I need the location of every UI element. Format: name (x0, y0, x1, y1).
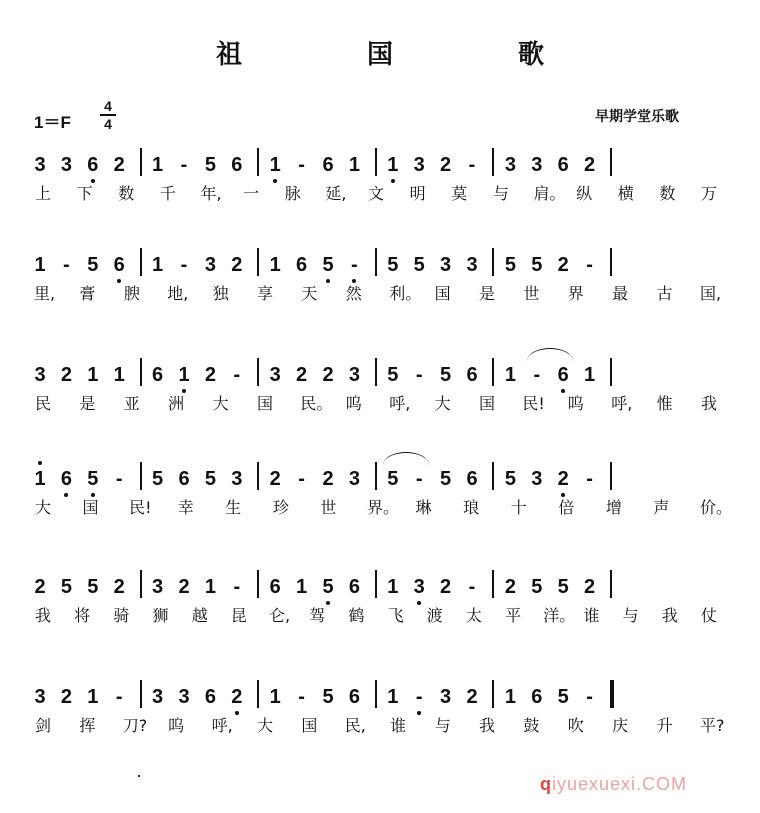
note: 5 (387, 254, 399, 276)
note: 6 (58, 466, 74, 492)
lyric: 刀? (122, 716, 148, 735)
lyric: 膏 (79, 284, 96, 303)
dash-note: - (115, 468, 123, 490)
note: 5 (322, 686, 334, 708)
dash-note: - (468, 154, 476, 176)
lyric: 洲 (168, 394, 185, 413)
barline (610, 148, 612, 176)
note: 2 (204, 364, 216, 386)
note: 1 (296, 576, 308, 598)
barline (492, 680, 494, 708)
lyric: 数 (659, 184, 676, 203)
note: 3 (34, 686, 46, 708)
dash-note: - (533, 364, 541, 386)
note: 2 (322, 468, 334, 490)
lyric: 幸 (177, 498, 194, 517)
note: 6 (466, 364, 478, 386)
note: 5 (60, 576, 72, 598)
barline (140, 680, 142, 708)
lyric: 声 (653, 498, 670, 517)
lyric: 界。 (367, 498, 400, 517)
note: 3 (531, 468, 543, 490)
note: 1 (584, 364, 596, 386)
note: 3 (411, 574, 427, 600)
lyric: 纵 (576, 184, 593, 203)
note: 3 (348, 364, 360, 386)
lyric: 惟 (656, 394, 673, 413)
note: 5 (85, 466, 101, 492)
note: 2 (231, 254, 243, 276)
lyric: 国, (700, 284, 722, 303)
dash-note: - (586, 254, 593, 276)
lyric: 飞 (387, 606, 404, 625)
lyric: 亚 (123, 394, 140, 413)
note: 2 (229, 684, 245, 710)
dash-note: - (115, 686, 123, 708)
note: 5 (531, 254, 543, 276)
lyrics-line (0, 496, 760, 520)
lyric: 增 (605, 498, 622, 517)
barline (140, 148, 142, 176)
note: 6 (296, 254, 308, 276)
lyric: 大 (34, 498, 51, 517)
note: 2 (113, 154, 125, 176)
lyric: 洋。 (543, 606, 576, 625)
lyric: 界 (567, 284, 584, 303)
note: 1 (87, 364, 99, 386)
note: 3 (152, 686, 164, 708)
lyric: 与 (622, 606, 639, 625)
note: 2 (584, 576, 596, 598)
note: 3 (531, 154, 543, 176)
lyric: 腴 (123, 284, 140, 303)
note: 3 (204, 254, 216, 276)
note: 2 (555, 466, 571, 492)
barline (140, 248, 142, 276)
watermark: qiyuexuexi.COM (540, 774, 688, 794)
note: 6 (231, 154, 243, 176)
lyric: 与 (434, 716, 451, 735)
barline (492, 248, 494, 276)
lyric: 利。 (389, 284, 422, 303)
lyric: 价。 (700, 498, 733, 517)
note: 3 (178, 686, 190, 708)
note: 1 (87, 686, 99, 708)
barline (257, 148, 259, 176)
note: 6 (466, 468, 478, 490)
dash-note: - (586, 686, 593, 708)
notes-line (0, 362, 760, 388)
note: 2 (113, 576, 125, 598)
time-signature-bottom: 4 (104, 116, 112, 132)
note: 1 (504, 686, 516, 708)
lyric: 骑 (113, 606, 130, 625)
note: 1 (504, 364, 516, 386)
note: 5 (152, 468, 164, 490)
barline (375, 570, 377, 598)
lyric: 呼, (611, 394, 633, 413)
barline (375, 680, 377, 708)
barline (610, 358, 612, 386)
dash-note: - (298, 686, 305, 708)
note: 3 (413, 154, 425, 176)
notes-line (0, 684, 760, 710)
note: 1 (348, 154, 360, 176)
dash-note: - (415, 364, 423, 386)
note: 5 (440, 364, 452, 386)
note: 2 (557, 254, 569, 276)
lyric: 独 (212, 284, 229, 303)
lyric: 民, (344, 716, 366, 735)
dash-note: - (468, 576, 476, 598)
lyric: 呜 (567, 394, 584, 413)
barline (492, 358, 494, 386)
dash-note: - (346, 252, 362, 278)
note: 1 (34, 254, 46, 276)
note: 3 (34, 154, 46, 176)
dash-note: - (180, 154, 188, 176)
note: 3 (269, 364, 281, 386)
note: 6 (348, 576, 360, 598)
note: 3 (504, 154, 516, 176)
dash-note: - (180, 254, 188, 276)
lyric: 脉 (284, 184, 301, 203)
note: 2 (296, 364, 308, 386)
note: 2 (60, 686, 72, 708)
note: 6 (204, 686, 216, 708)
note: 2 (60, 364, 72, 386)
lyric: 倍 (558, 498, 575, 517)
note: 5 (387, 468, 399, 490)
lyric: 升 (656, 716, 673, 735)
lyric: 渡 (426, 606, 443, 625)
note: 6 (178, 468, 190, 490)
lyric: 下 (76, 184, 93, 203)
note: 5 (557, 686, 569, 708)
lyric: 民! (129, 498, 152, 517)
lyric: 琅 (463, 498, 480, 517)
note: 1 (204, 576, 216, 598)
notes-line (0, 574, 760, 600)
note: 5 (504, 254, 516, 276)
lyric: 古 (656, 284, 673, 303)
note: 1 (387, 686, 399, 708)
note: 1 (152, 154, 164, 176)
lyric: 我 (34, 606, 51, 625)
lyric: 数 (118, 184, 135, 203)
note: 5 (204, 468, 216, 490)
note: 1 (176, 362, 192, 388)
note: 5 (320, 252, 336, 278)
lyric: 我 (661, 606, 678, 625)
barline (375, 148, 377, 176)
note: 1 (269, 686, 281, 708)
lyric: 鼓 (523, 716, 540, 735)
lyric: 肩。 (533, 184, 566, 203)
lyrics-line (0, 282, 760, 306)
lyric: 鹤 (348, 606, 365, 625)
barline (492, 462, 494, 490)
lyric: 国 (434, 284, 451, 303)
barline (492, 148, 494, 176)
lyric: 大 (212, 394, 229, 413)
high-octave-dot (38, 461, 42, 465)
lyrics-line (0, 182, 760, 206)
dash-note: - (233, 576, 241, 598)
notes-line (0, 152, 760, 178)
lyric: 明 (409, 184, 426, 203)
lyric: 里, (34, 284, 56, 303)
lyric: 谁 (390, 716, 407, 735)
lyric: 万 (700, 184, 717, 203)
note: 5 (320, 574, 336, 600)
lyric: 仗 (700, 606, 717, 625)
notes-line (0, 252, 760, 278)
lyric: 民! (522, 394, 545, 413)
note: 5 (413, 254, 425, 276)
note: 1 (267, 152, 283, 178)
notes-line (0, 466, 760, 492)
lyric: 然 (345, 284, 362, 303)
lyric: 最 (612, 284, 629, 303)
lyric: 国 (301, 716, 318, 735)
lyric: 民 (34, 394, 51, 413)
lyric: 剑 (34, 716, 51, 735)
note: 6 (152, 364, 164, 386)
lyric: 我 (478, 716, 495, 735)
lyric: 十 (510, 498, 527, 517)
time-signature-top: 4 (104, 98, 112, 114)
note: 5 (504, 468, 516, 490)
key-signature: 1＝F (34, 113, 71, 132)
lyric: 太 (465, 606, 482, 625)
note: 5 (87, 576, 99, 598)
barline (375, 358, 377, 386)
barline (140, 462, 142, 490)
note: 2 (178, 576, 190, 598)
lyric: 横 (617, 184, 634, 203)
barline (375, 462, 377, 490)
note: 2 (440, 154, 452, 176)
lyric: 呼, (389, 394, 411, 413)
final-barline (610, 680, 614, 708)
note: 3 (440, 686, 452, 708)
barline (257, 248, 259, 276)
note: 6 (531, 686, 543, 708)
note: 2 (504, 576, 516, 598)
note: 3 (348, 468, 360, 490)
note: 1 (32, 466, 48, 492)
note: 3 (231, 468, 243, 490)
lyric: 珍 (272, 498, 289, 517)
barline (257, 680, 259, 708)
lyric: 吹 (567, 716, 584, 735)
note: 6 (85, 152, 101, 178)
lyric: 琳 (415, 498, 432, 517)
lyric: 将 (74, 606, 91, 625)
lyric: 世 (320, 498, 337, 517)
lyric: 国 (256, 394, 273, 413)
lyric: 越 (191, 606, 208, 625)
note: 1 (387, 576, 399, 598)
note: 2 (584, 154, 596, 176)
lyric: 呜 (168, 716, 185, 735)
note: 2 (34, 576, 46, 598)
lyric: 国 (478, 394, 495, 413)
barline (375, 248, 377, 276)
lyric: 大 (434, 394, 451, 413)
note: 6 (348, 686, 360, 708)
dash-note: - (233, 364, 241, 386)
note: 6 (322, 154, 334, 176)
note: 6 (111, 252, 127, 278)
lyrics-line (0, 604, 760, 628)
note: 2 (269, 468, 281, 490)
lyric: 莫 (451, 184, 468, 203)
lyric: 大 (256, 716, 273, 735)
note: 3 (34, 364, 46, 386)
lyric: 天 (301, 284, 318, 303)
lyric: 呼, (211, 716, 233, 735)
note: 2 (466, 686, 478, 708)
dash-note: - (411, 684, 427, 710)
dash-note: - (586, 468, 593, 490)
note: 6 (555, 362, 571, 388)
lyric: 一 (243, 184, 260, 203)
lyric: 平? (700, 716, 725, 735)
lyric: 呜 (345, 394, 362, 413)
barline (610, 462, 612, 490)
lyric: 仑, (269, 606, 291, 625)
note: 3 (60, 154, 72, 176)
barline (257, 570, 259, 598)
lyric: 谁 (583, 606, 600, 625)
lyric: 地, (167, 284, 189, 303)
song-source: 早期学堂乐歌 (595, 109, 679, 125)
note: 3 (466, 254, 478, 276)
note: 5 (387, 364, 399, 386)
note: 6 (269, 576, 281, 598)
dash-note: - (415, 468, 423, 490)
note: 2 (440, 576, 452, 598)
watermark-text: iyuexuexi.COM (552, 774, 688, 794)
lyric: 挥 (79, 716, 96, 735)
lyric: 世 (523, 284, 540, 303)
lyrics-line (0, 714, 760, 738)
note: 1 (152, 254, 164, 276)
note: 5 (557, 576, 569, 598)
barline (492, 570, 494, 598)
note: 3 (152, 576, 164, 598)
lyric: 上 (34, 184, 51, 203)
note: 3 (440, 254, 452, 276)
lyric: 平 (505, 606, 522, 625)
lyric: 年, (200, 184, 222, 203)
lyrics-line (0, 392, 760, 416)
barline (257, 358, 259, 386)
note: 5 (440, 468, 452, 490)
lyric: 延, (325, 184, 347, 203)
slur (527, 348, 573, 361)
note: 1 (269, 254, 281, 276)
speck (138, 775, 140, 777)
lyric: 与 (492, 184, 509, 203)
barline (610, 570, 612, 598)
barline (140, 570, 142, 598)
lyric: 是 (79, 394, 96, 413)
note: 5 (531, 576, 543, 598)
lyric: 庆 (612, 716, 629, 735)
barline (257, 462, 259, 490)
lyric: 生 (225, 498, 242, 517)
lyric: 我 (700, 394, 717, 413)
dash-note: - (298, 468, 305, 490)
note: 1 (385, 152, 401, 178)
lyric: 是 (478, 284, 495, 303)
lyric: 昆 (230, 606, 247, 625)
lyric: 千 (159, 184, 176, 203)
time-signature (100, 99, 116, 131)
slur (383, 452, 429, 465)
dash-note: - (63, 254, 70, 276)
lyric: 享 (256, 284, 273, 303)
lyric: 狮 (152, 606, 169, 625)
lyric: 驾 (309, 606, 326, 625)
barline (140, 358, 142, 386)
lyric: 民。 (300, 394, 333, 413)
barline (610, 248, 612, 276)
lyric: 国 (82, 498, 99, 517)
note: 5 (204, 154, 216, 176)
note: 5 (87, 254, 99, 276)
song-title: 祖 国 歌 (215, 40, 603, 70)
note: 2 (322, 364, 334, 386)
note: 6 (557, 154, 569, 176)
note: 1 (113, 364, 125, 386)
dash-note: - (298, 154, 305, 176)
lyric: 文 (367, 184, 384, 203)
